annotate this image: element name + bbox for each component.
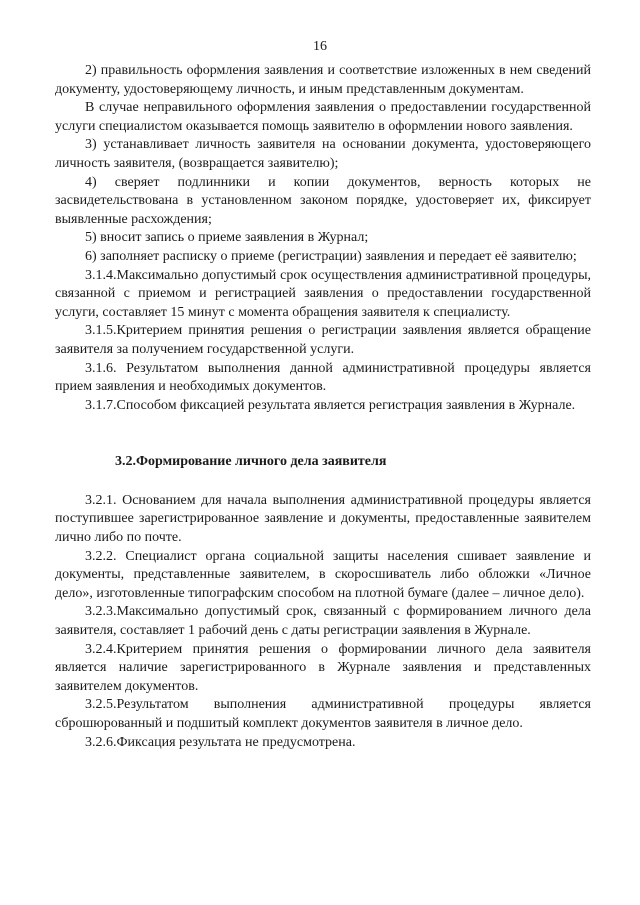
paragraph-3-1-6: 3.1.6. Результатом выполнения данной административной процедуры является прием заявления и необходимых документов.: [55, 360, 591, 395]
paragraph-3-1-5: 3.1.5.Критерием принятия решения о регистрации заявления является обращение заявителя за получением государственной услуги.: [55, 323, 591, 357]
paragraph-3-2-1: 3.2.1. Основанием для начала выполнения административной процедуры является поступившее зарегистрированное заявление и документы, предоставленные заявителем лично либо по почте.: [55, 492, 591, 546]
paragraph-item-4: 4) сверяет подлинники и копии документов, верность которых не засвидетельствована в установленном законом порядке, удостоверяет их, фиксирует выявленные расхождения;: [55, 174, 591, 227]
page-number: 16: [313, 39, 327, 54]
paragraph-incorrect-form: В случае неправильного оформления заявления о предоставлении государственной услуги специалистом оказывается помощь заявителю в оформлении нового заявления.: [55, 100, 591, 134]
section-3-1-paragraphs: [55, 62, 591, 415]
section-3-2-heading: 3.2.Формирование личного дела заявителя: [115, 454, 387, 470]
paragraph-item-3: 3) устанавливает личность заявителя на основании документа, удостоверяющего личность заявителя, (возвращается заявителю);: [55, 137, 591, 171]
paragraph-item-6: 6) заполняет расписку о приеме (регистрации) заявления и передает её заявителю;: [85, 248, 577, 264]
section-3-2-paragraphs: [55, 492, 591, 752]
paragraph-3-2-4: 3.2.4.Критерием принятия решения о формировании личного дела заявителя является наличие зарегистрированного в Журнале заявления и представленных заявителем документов.: [55, 641, 591, 694]
paragraph-3-2-5: 3.2.5.Результатом выполнения административной процедуры является сброшюрованный и подшитый комплект документов заявителя в личное дело.: [55, 697, 591, 731]
paragraph-3-2-6: 3.2.6.Фиксация результата не предусмотрена.: [85, 734, 356, 750]
paragraph-3-1-4: 3.1.4.Максимально допустимый срок осуществления административной процедуры, связанной с приемом и регистрацией заявления о предоставлении государственной услуги, составляет 15 минут с момента обращения заявителя к специалисту.: [55, 267, 591, 320]
paragraph-item-5: 5) вносит запись о приеме заявления в Журнал;: [85, 230, 369, 246]
paragraph-3-2-2: 3.2.2. Специалист органа социальной защиты населения сшивает заявление и документы, представленные заявителем, в скоросшиватель либо обложки «Личное дело», изготовленные типографским способом на плотной бумаге (далее – личное дело).: [55, 548, 591, 601]
document-body: [55, 62, 591, 752]
paragraph-3-2-3: 3.2.3.Максимально допустимый срок, связанный с формированием личного дела заявителя, составляет 1 рабочий день с даты регистрации заявления в Журнале.: [55, 604, 591, 639]
paragraph-3-1-7: 3.1.7.Способом фиксацией результата является регистрация заявления в Журнале.: [85, 397, 576, 413]
paragraph-item-2: 2) правильность оформления заявления и соответствие изложенных в нем сведений документу, удостоверяющему личность, и иным представленным документам.: [55, 63, 591, 97]
